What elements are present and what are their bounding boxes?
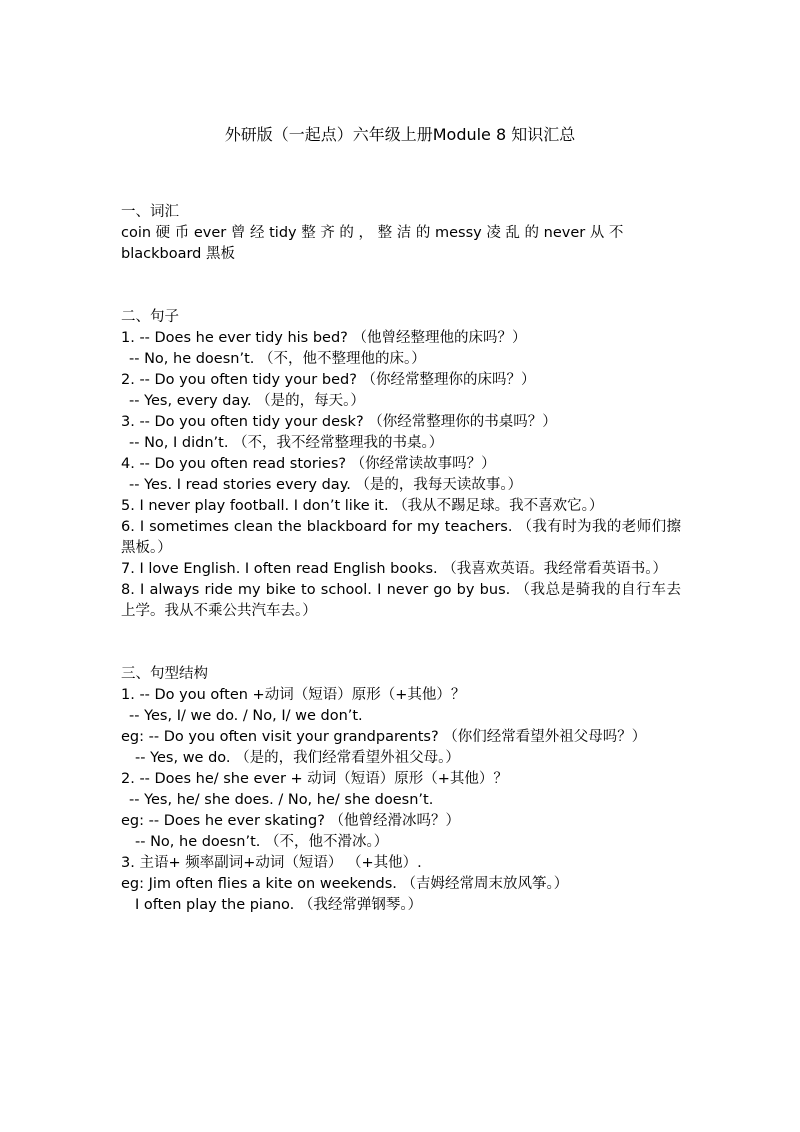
sentence-5: 5. I never play football. I don’t like it. （我从不踢足球。我不喜欢它。）	[121, 498, 604, 514]
structure-2-example: eg: -- Does he ever skating? （他曾经滑冰吗？）	[121, 813, 461, 829]
sentence-8: 8. I always ride my bike to school. I never go by bus. （我总是骑我的自行车去上学。我从不乘公共汽车去。）	[121, 582, 681, 619]
structure-3-pattern: 3. 主语+ 频率副词+动词（短语） （+其他）.	[121, 855, 422, 871]
structure-1-example: eg: -- Do you often visit your grandparents? （你们经常看望外祖父母吗？）	[121, 729, 647, 745]
structure-2-answers: -- Yes, he/ she does. / No, he/ she doesn’t.	[129, 792, 434, 808]
sentence-1-answer: -- No, he doesn’t. （不，他不整理他的床。）	[129, 351, 426, 367]
vocab-line-2: blackboard 黑板	[121, 246, 235, 262]
sentence-2-question: 2. -- Do you often tidy your bed? （你经常整理你的床吗？）	[121, 372, 536, 388]
structure-1-example-answer: -- Yes, we do. （是的，我们经常看望外祖父母。）	[135, 750, 460, 766]
sentence-3-answer: -- No, I didn’t. （不，我不经常整理我的书桌。）	[129, 435, 444, 451]
structure-1-pattern: 1. -- Do you often +动词（短语）原形（+其他）？	[121, 687, 466, 703]
structure-3-example: eg: Jim often flies a kite on weekends. （吉姆经常周末放风筝。）	[121, 876, 569, 892]
structure-2-example-answer: -- No, he doesn’t. （不，他不滑冰。）	[135, 834, 389, 850]
document-body	[121, 202, 681, 916]
structure-1-answers: -- Yes, I/ we do. / No, I/ we don’t.	[129, 708, 363, 724]
sentence-3-question: 3. -- Do you often tidy your desk? （你经常整理你的书桌吗？）	[121, 414, 557, 430]
sentence-6: 6. I sometimes clean the blackboard for my teachers. （我有时为我的老师们擦黑板。）	[121, 519, 681, 556]
sentence-1-question: 1. -- Does he ever tidy his bed? （他曾经整理他的床吗？）	[121, 330, 527, 346]
structure-3-example-2: I often play the piano. （我经常弹钢琴。）	[135, 897, 423, 913]
sentence-4-question: 4. -- Do you often read stories? （你经常读故事吗？）	[121, 456, 496, 472]
sentence-7: 7. I love English. I often read English books. （我喜欢英语。我经常看英语书。）	[121, 561, 668, 577]
vocab-line-1: coin 硬 币 ever 曾 经 tidy 整 齐 的 ， 整 洁 的 messy 凌 乱 的 never 从 不	[121, 225, 624, 241]
sentence-4-answer: -- Yes. I read stories every day. （是的，我每天读故事。）	[129, 477, 523, 493]
structure-2-pattern: 2. -- Does he/ she ever + 动词（短语）原形（+其他）？	[121, 771, 508, 787]
sentence-2-answer: -- Yes, every day. （是的，每天。）	[129, 393, 365, 409]
section-heading-sentences: 二、句子	[121, 309, 179, 325]
section-heading-vocab: 一、词汇	[121, 204, 179, 220]
section-heading-structures: 三、句型结构	[121, 666, 208, 682]
page-title: 外研版（一起点）六年级上册Module 8 知识汇总	[224, 125, 576, 144]
